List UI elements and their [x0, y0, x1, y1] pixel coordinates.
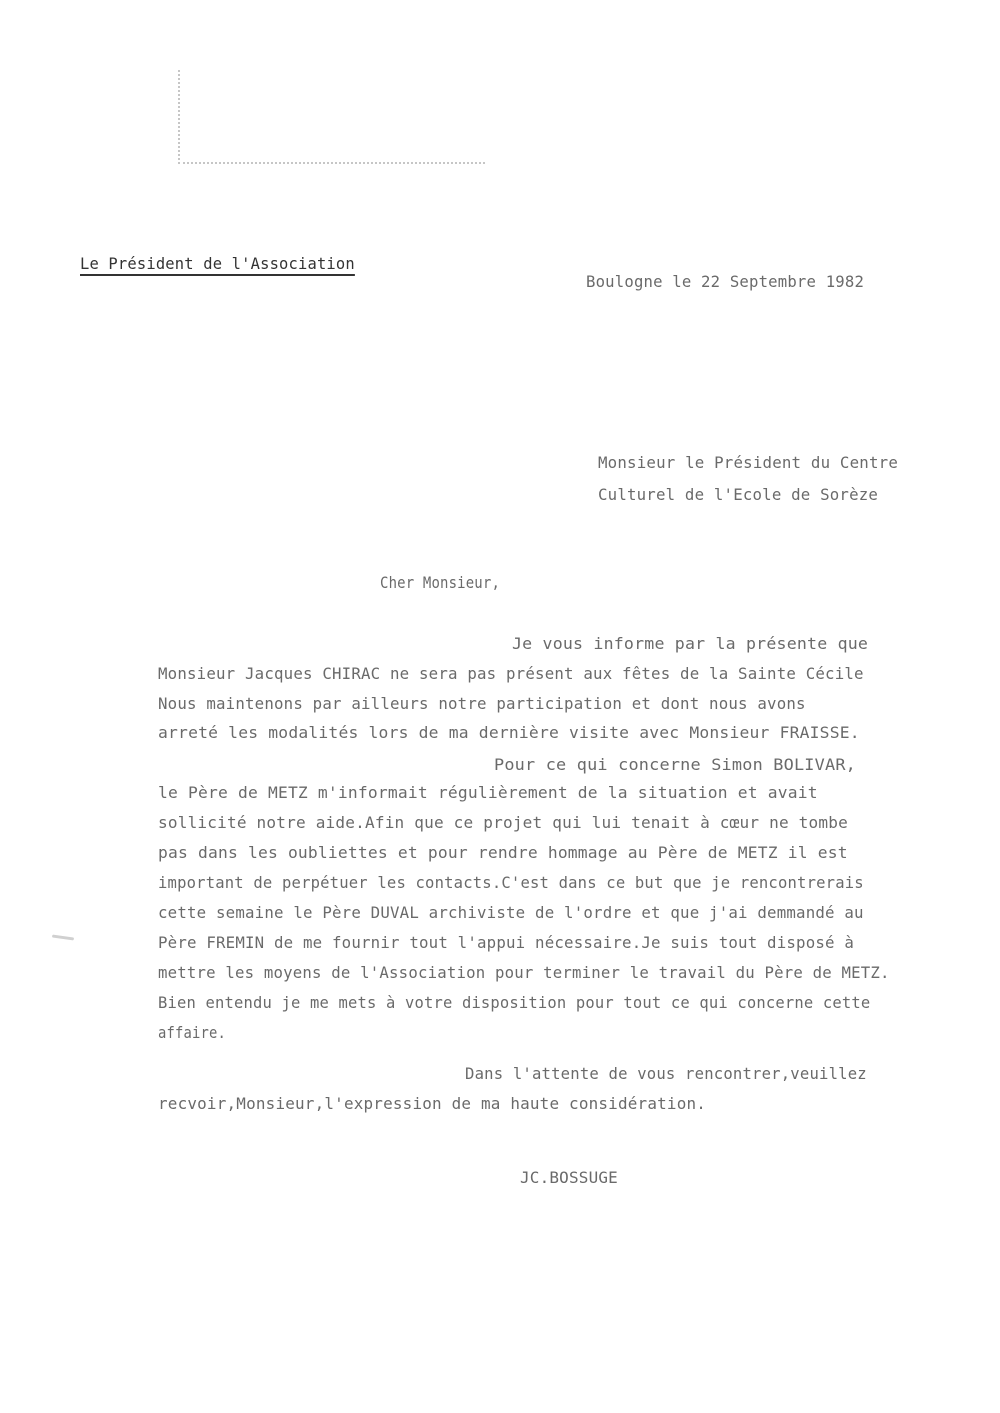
sender-heading: Le Président de l'Association	[80, 254, 355, 273]
body-line: sollicité notre aide.Afin que ce projet qui lui tenait à cœur ne tombe	[158, 813, 848, 832]
place-date: Boulogne le 22 Septembre 1982	[586, 272, 865, 291]
body-line: le Père de METZ m'informait régulièrement de la situation et avait	[158, 783, 818, 802]
salutation: Cher Monsieur,	[380, 573, 501, 592]
body-line: mettre les moyens de l'Association pour terminer le travail du Père de METZ.	[158, 963, 890, 982]
body-line: Pour ce qui concerne Simon BOLIVAR,	[494, 755, 857, 774]
body-line: Monsieur Jacques CHIRAC ne sera pas présent aux fêtes de la Sainte Cécile	[158, 664, 864, 683]
body-line: arreté les modalités lors de ma dernière visite avec Monsieur FRAISSE.	[158, 723, 860, 742]
body-line: Bien entendu je me mets à votre disposition pour tout ce qui concerne cette	[158, 993, 871, 1012]
faded-stamp-frame	[178, 70, 485, 164]
body-line: recvoir,Monsieur,l'expression de ma haute considération.	[158, 1094, 707, 1113]
edge-mark	[52, 934, 74, 940]
recipient-line-1: Monsieur le Président du Centre	[598, 453, 899, 472]
body-line: pas dans les oubliettes et pour rendre hommage au Père de METZ il est	[158, 843, 848, 862]
signature: JC.BOSSUGE	[520, 1168, 618, 1187]
body-line: Je vous informe par la présente que	[512, 634, 869, 653]
body-line: Dans l'attente de vous rencontrer,veuillez	[465, 1064, 867, 1083]
body-line: cette semaine le Père DUVAL archiviste de l'ordre et que j'ai demmandé au	[158, 903, 864, 922]
body-line: Nous maintenons par ailleurs notre participation et dont nous avons	[158, 694, 806, 713]
body-line: important de perpétuer les contacts.C'est dans ce but que je rencontrerais	[158, 873, 864, 892]
body-line: affaire.	[158, 1023, 227, 1042]
body-line: Père FREMIN de me fournir tout l'appui nécessaire.Je suis tout disposé à	[158, 933, 855, 952]
recipient-line-2: Culturel de l'Ecole de Sorèze	[598, 485, 879, 504]
